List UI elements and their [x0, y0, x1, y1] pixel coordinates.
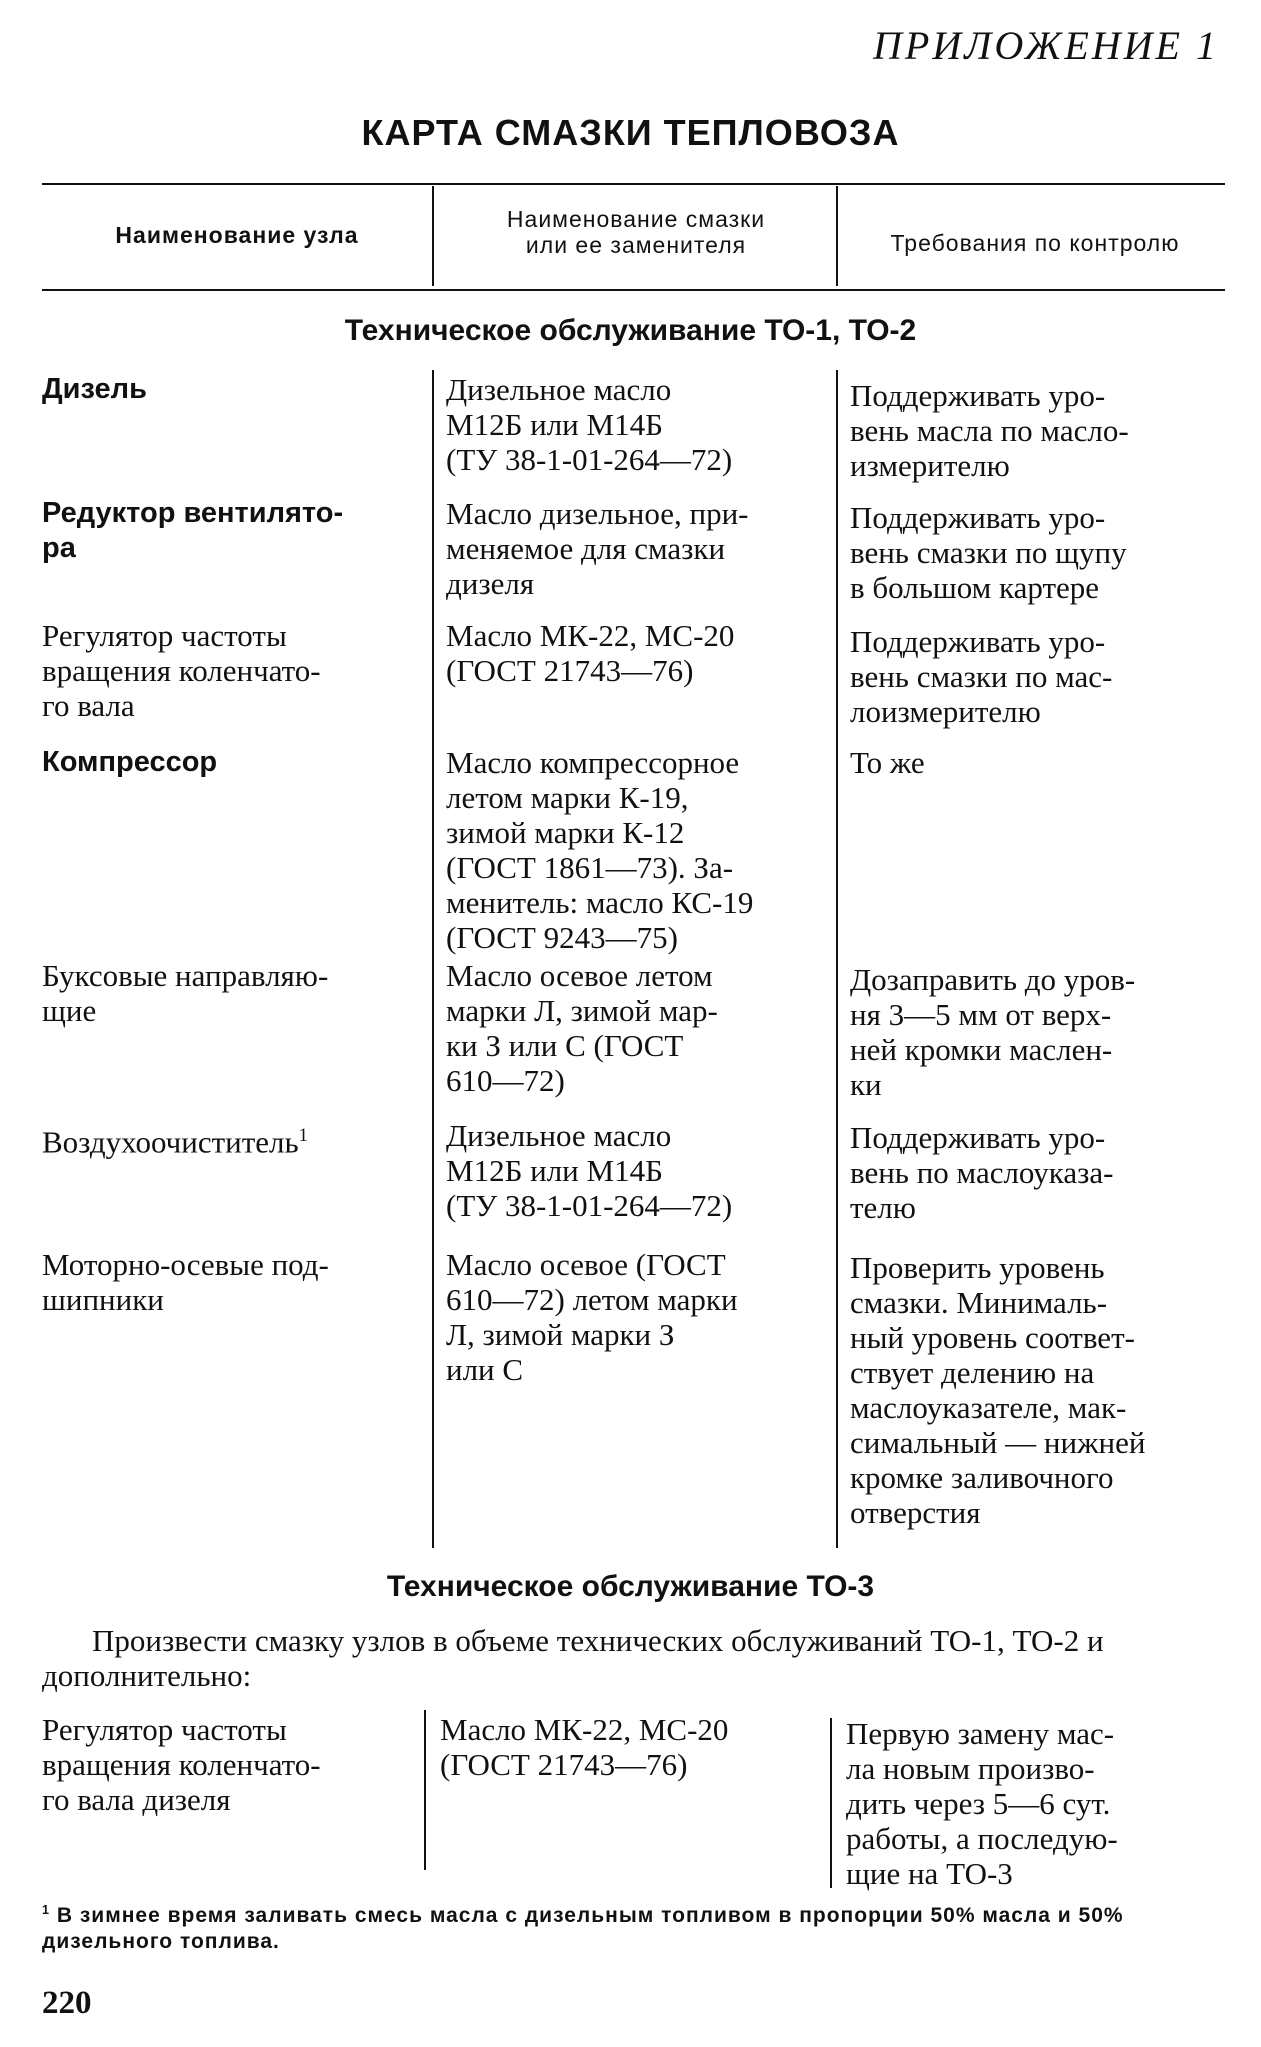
- footnote-text: В зимнее время заливать смесь масла с дизельным топливом в пропорции 50% масла и 50% дизельного топлива.: [42, 1904, 1124, 1953]
- footnote: [42, 1897, 1225, 1955]
- table-row-control: Поддерживать уро- вень по маслоуказа- телю: [850, 1120, 1114, 1225]
- table-row-control: Поддерживать уро- вень масла по масло- измерителю: [850, 378, 1129, 483]
- table-row-unit: Дизель: [42, 373, 147, 405]
- table-top-rule: [42, 183, 1225, 185]
- page-number: 220: [42, 1985, 92, 2021]
- table-row-control: Поддерживать уро- вень смазки по щупу в большом картере: [850, 500, 1127, 605]
- table-row-unit: Редуктор вентилято- ра: [42, 497, 344, 564]
- table-row-lubricant: Масло МК-22, МС-20 (ГОСТ 21743—76): [446, 618, 735, 688]
- section-title: Техническое обслуживание ТО-3: [386, 1570, 875, 1603]
- table-row-unit: Моторно-осевые под- шипники: [42, 1247, 329, 1317]
- header-control: Требования по контролю: [890, 230, 1180, 256]
- footnote-mark: 1: [42, 1903, 51, 1917]
- table-row-unit: Буксовые направляю- щие: [42, 958, 329, 1028]
- header-bottom-rule: [42, 289, 1225, 291]
- header-lubricant: Наименование смазки или ее заменителя: [506, 206, 766, 258]
- table-row-unit: Компрессор: [42, 746, 218, 778]
- table-row-lubricant: Масло осевое (ГОСТ 610—72) летом марки Л, зимой марки З или С: [446, 1247, 738, 1387]
- table-row-unit: Воздухоочиститель$^1$: [42, 1124, 308, 1160]
- table-row-control: Первую замену мас- ла новым произво- дить через 5—6 сут. работы, а последую- щие на ТО-3: [846, 1716, 1118, 1891]
- table-row-lubricant: Дизельное масло М12Б или М14Б (ТУ 38-1-01-264—72): [446, 1118, 733, 1223]
- table-row-unit: Регулятор частоты вращения коленчато- го вала дизеля: [42, 1712, 321, 1817]
- column-divider: [424, 1710, 426, 1870]
- table-row-control: Поддерживать уро- вень смазки по мас- лоизмерителю: [850, 624, 1113, 729]
- column-divider: [830, 1718, 832, 1888]
- table-row-lubricant: Масло дизельное, при- меняемое для смазки дизеля: [446, 496, 749, 601]
- footnote-ref: 1: [298, 1125, 308, 1146]
- table-row-control: Проверить уровень смазки. Минималь- ный уровень соответ- ствует делению на маслоуказателе, мак- симальный — нижней кромке заливочного отверстия: [850, 1250, 1146, 1530]
- header-unit: Наименование узла: [115, 222, 359, 248]
- table-row-control: То же: [850, 745, 925, 780]
- table-row-unit: Регулятор частоты вращения коленчато- го вала: [42, 618, 321, 723]
- section-intro: Произвести смазку узлов в объеме технических обслуживаний ТО-1, ТО-2 и дополнительно:: [42, 1623, 1104, 1693]
- column-divider: [836, 370, 838, 1548]
- section-title: Техническое обслуживание ТО-1, ТО-2: [344, 314, 917, 347]
- table-row-lubricant: Дизельное масло М12Б или М14Б (ТУ 38-1-01-264—72): [446, 372, 733, 477]
- header-divider: [432, 186, 434, 286]
- table-row-lubricant: Масло осевое летом марки Л, зимой мар- ки З или С (ГОСТ 610—72): [446, 958, 718, 1098]
- page-title: КАРТА СМАЗКИ ТЕПЛОВОЗА: [361, 112, 900, 153]
- column-divider: [432, 370, 434, 1548]
- table-row-control: Дозаправить до уров- ня 3—5 мм от верх- ней кромки маслен- ки: [850, 962, 1136, 1102]
- table-row-lubricant: Масло МК-22, МС-20 (ГОСТ 21743—76): [440, 1712, 729, 1782]
- appendix-label: ПРИЛОЖЕНИЕ 1: [873, 23, 1219, 68]
- table-row-lubricant: Масло компрессорное летом марки К-19, зимой марки К-12 (ГОСТ 1861—73). За- менитель: масло КС-19 (ГОСТ 9243—75): [446, 745, 754, 955]
- header-divider: [836, 186, 838, 286]
